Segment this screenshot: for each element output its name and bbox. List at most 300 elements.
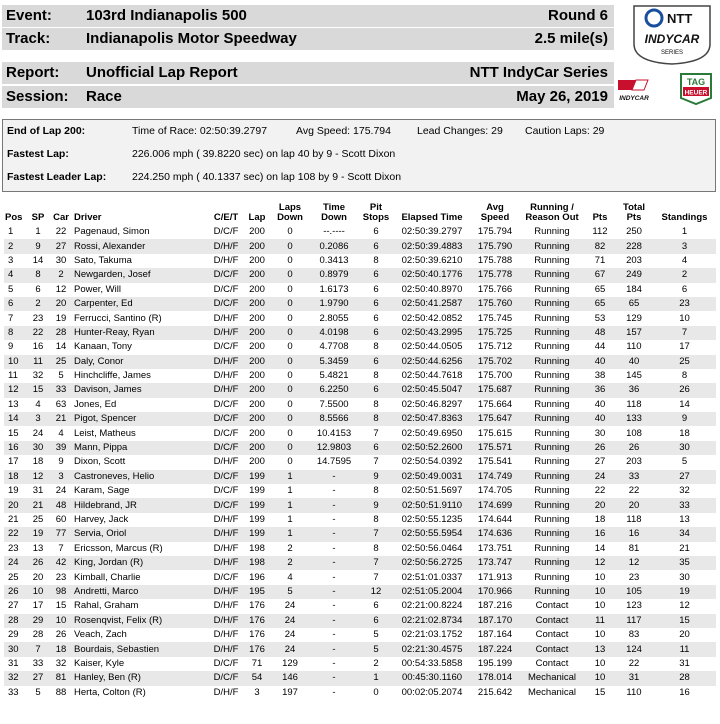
table-cell: 187.216 (477, 600, 513, 612)
col-cet: C/E/T (213, 212, 239, 223)
table-cell: 8 (4, 326, 27, 340)
table-cell: 22 (27, 326, 49, 340)
table-cell: 12 (359, 585, 393, 599)
table-cell: 02:50:51.5697 (401, 485, 463, 497)
table-cell: D/H/F (209, 556, 243, 570)
table-cell: 2 (4, 239, 27, 253)
table-cell: 18 (32, 456, 44, 468)
table-cell: Karam, Sage (74, 485, 130, 497)
table-cell: Carpenter, Ed (73, 297, 209, 311)
table-cell: Contact (535, 629, 569, 641)
table-cell: 5.3459 (309, 355, 359, 369)
table-cell: Kanaan, Tony (74, 341, 132, 353)
table-row (4, 383, 716, 397)
table-cell: 24 (284, 629, 296, 641)
table-cell: 175.571 (471, 441, 519, 455)
table-cell: 200 (243, 268, 271, 282)
table-cell: 175.794 (477, 226, 513, 238)
table-cell: 249 (615, 268, 653, 282)
table-cell: - (332, 686, 336, 698)
table-cell: 4 (35, 398, 41, 410)
table-cell: 28 (32, 629, 44, 641)
table-cell: 23 (8, 542, 19, 554)
col-pts: Pts (592, 212, 608, 223)
table-cell: Hildebrand, JR (73, 498, 209, 512)
table-cell: 5 (681, 456, 688, 468)
table-cell: 175.790 (471, 239, 519, 253)
table-cell: Andretti, Marco (73, 585, 209, 599)
table-cell: 6 (373, 226, 379, 238)
table-cell: 24 (55, 485, 67, 497)
table-cell: 02:21:30.4575 (393, 642, 471, 656)
table-cell: 28 (653, 671, 716, 685)
table-cell: 10 (594, 657, 606, 669)
table-cell: 175.778 (471, 268, 519, 282)
table-cell: 199 (243, 470, 271, 484)
table-cell: Bourdais, Sebastien (73, 642, 209, 656)
table-cell: 4 (58, 427, 64, 439)
table-cell: 228 (615, 239, 653, 253)
table-cell: D/H/F (209, 326, 243, 340)
table-cell: 02:50:56.0464 (401, 542, 463, 554)
fastest-lap-label: Fastest Lap: (7, 148, 69, 160)
table-cell: 02:51:05.2004 (393, 585, 471, 599)
table-cell: 54 (243, 671, 271, 685)
table-cell: Contact (519, 614, 585, 628)
table-cell: 5 (359, 642, 393, 656)
table-cell: 26 (585, 441, 615, 455)
table-row (4, 297, 716, 311)
table-cell: 110 (626, 686, 642, 698)
table-cell: 15 (55, 600, 67, 612)
table-cell: 0 (271, 383, 309, 397)
table-cell: 175.647 (471, 412, 519, 426)
table-row (4, 686, 716, 700)
table-cell: 42 (49, 556, 73, 570)
table-cell: D/C/F (209, 671, 243, 685)
table-cell: 24 (4, 556, 27, 570)
lead-changes: Lead Changes: 29 (417, 125, 503, 137)
table-cell: 176 (243, 642, 271, 656)
table-cell: 4 (4, 268, 27, 282)
table-cell: 8 (27, 268, 49, 282)
table-cell: 187.224 (471, 642, 519, 656)
table-row (4, 628, 716, 642)
table-cell: 0 (271, 297, 309, 311)
table-cell: - (332, 514, 336, 525)
table-cell: 0 (287, 398, 293, 410)
event-value: 103rd Indianapolis 500 (86, 7, 247, 24)
table-cell: 98 (49, 585, 73, 599)
table-cell: 26 (653, 383, 716, 397)
svg-text:TAG: TAG (686, 77, 706, 87)
table-cell: 175.788 (477, 254, 513, 266)
table-cell: 175.615 (477, 427, 513, 439)
table-cell: D/C/F (213, 341, 239, 353)
table-cell: 173.751 (477, 542, 513, 554)
table-cell: 174.749 (471, 470, 519, 484)
session-label: Session: (6, 88, 69, 105)
table-cell: 200 (249, 312, 265, 324)
table-cell: Newgarden, Josef (73, 268, 209, 282)
table-cell: 40 (615, 355, 653, 369)
table-cell: Running (534, 456, 570, 468)
table-cell: 48 (585, 326, 615, 340)
table-cell: - (332, 571, 336, 583)
table-cell: 30 (679, 571, 690, 583)
table-cell: 10 (585, 585, 615, 599)
table-cell: 0 (287, 254, 293, 266)
table-cell: 24 (32, 427, 44, 439)
table-cell: 200 (243, 412, 271, 426)
table-cell: 12 (585, 556, 615, 570)
table-cell: Running (534, 398, 570, 410)
table-cell: 7 (373, 427, 379, 439)
table-cell: 65 (615, 297, 653, 311)
table-cell: 29 (27, 614, 49, 628)
table-cell: 17 (679, 341, 690, 353)
table-cell: 18 (4, 470, 27, 484)
table-cell: 25 (32, 514, 44, 525)
table-cell: - (309, 585, 359, 599)
table-cell: 30 (4, 642, 27, 656)
round: Round 6 (548, 7, 608, 24)
svg-text:INDYCAR: INDYCAR (619, 95, 649, 102)
table-cell: 0 (271, 412, 309, 426)
table-cell: 20 (4, 498, 27, 512)
table-cell: 105 (615, 585, 653, 599)
table-cell: 02:50:55.5954 (393, 527, 471, 541)
table-cell: - (332, 542, 336, 554)
table-cell: 12 (27, 470, 49, 484)
table-cell: 5 (271, 585, 309, 599)
table-cell: Running (534, 341, 570, 353)
table-cell: D/H/F (209, 585, 243, 599)
table-cell: 133 (615, 412, 653, 426)
table-cell: Daly, Conor (73, 355, 209, 369)
fastest-lap-row (3, 146, 715, 162)
table-cell: 22 (628, 485, 640, 497)
table-cell: 02:50:47.8363 (393, 412, 471, 426)
end-of-lap-row (3, 123, 715, 139)
table-cell: 20 (585, 498, 615, 512)
col-laps-down: Laps Down (277, 202, 303, 223)
table-cell: Leist, Matheus (74, 427, 136, 439)
table-row (4, 657, 716, 671)
table-cell: 9 (27, 239, 49, 253)
table-cell: 175.745 (477, 312, 513, 324)
table-cell: 175.712 (477, 341, 513, 353)
table-cell: 02:50:44.0505 (401, 341, 463, 353)
svg-text:HEUER: HEUER (684, 89, 708, 97)
table-cell: 24 (271, 642, 309, 656)
report-label: Report: (6, 64, 60, 81)
table-cell: 7 (8, 312, 14, 324)
table-cell: 196 (249, 571, 265, 583)
table-cell: 5 (373, 629, 379, 641)
table-cell: 215.642 (477, 686, 513, 698)
table-cell: Running (534, 485, 570, 497)
table-cell: 22 (55, 226, 67, 238)
table-cell: 13 (32, 542, 44, 554)
table-cell: D/H/F (213, 370, 239, 382)
table-cell: 124 (615, 642, 653, 656)
table-cell: Pigot, Spencer (73, 412, 209, 426)
table-cell: D/C/F (209, 441, 243, 455)
table-cell: 00:54:33.5858 (401, 657, 463, 669)
table-cell: 175.700 (477, 370, 513, 382)
table-cell: 10 (594, 629, 606, 641)
table-cell: 8 (373, 254, 379, 266)
table-cell: Running (519, 585, 585, 599)
table-cell: 174.636 (471, 527, 519, 541)
table-cell: Running (534, 370, 570, 382)
table-cell: 200 (243, 441, 271, 455)
table-cell: Running (519, 470, 585, 484)
table-cell: - (309, 642, 359, 656)
table-cell: 118 (626, 514, 642, 525)
report-header (0, 0, 720, 110)
table-cell: Power, Will (74, 283, 121, 295)
end-of-lap-label: End of Lap 200: (7, 125, 86, 137)
table-row (4, 671, 716, 685)
table-cell: 10.4153 (316, 427, 352, 439)
table-cell: 8 (359, 412, 393, 426)
table-cell: Running (534, 283, 570, 295)
table-cell: 14 (55, 341, 67, 353)
table-cell: 02:50:51.9110 (393, 498, 471, 512)
results-body (4, 225, 716, 700)
table-cell: 20 (32, 571, 44, 583)
track-value: Indianapolis Motor Speedway (86, 30, 297, 47)
table-cell: D/H/F (209, 383, 243, 397)
table-cell: 13 (585, 642, 615, 656)
table-cell: 16 (4, 441, 27, 455)
indycar-flag-logo (614, 76, 654, 104)
table-cell: 02:50:40.8970 (401, 283, 463, 295)
table-cell: 8 (373, 485, 379, 497)
table-row (4, 254, 716, 268)
table-row (4, 498, 716, 512)
track-label: Track: (6, 30, 51, 47)
table-cell: 13 (8, 398, 19, 410)
table-cell: 31 (8, 657, 19, 669)
table-cell: 71 (251, 657, 263, 669)
table-cell: 02:50:43.2995 (393, 326, 471, 340)
table-cell: Running (534, 571, 570, 583)
table-cell: 20 (49, 297, 73, 311)
table-cell: 3 (653, 239, 716, 253)
table-cell: D/C/F (213, 398, 239, 410)
table-cell: D/C/F (209, 470, 243, 484)
table-cell: Running (519, 556, 585, 570)
table-cell: 25 (49, 355, 73, 369)
table-cell: 0 (287, 341, 293, 353)
table-cell: 31 (615, 671, 653, 685)
table-cell: Running (519, 441, 585, 455)
table-cell: 0.3413 (319, 254, 349, 266)
table-cell: 6 (359, 326, 393, 340)
table-row (4, 599, 716, 613)
table-cell: 22 (4, 527, 27, 541)
table-cell: 60 (55, 514, 67, 525)
table-cell: 23 (628, 571, 640, 583)
table-cell: 0 (271, 268, 309, 282)
table-row (4, 614, 716, 628)
table-cell: 27 (8, 600, 19, 612)
table-cell: 83 (628, 629, 640, 641)
table-cell: 108 (626, 427, 642, 439)
table-cell: D/H/F (213, 456, 239, 468)
table-cell: 19 (8, 485, 19, 497)
results-header-row (4, 200, 716, 225)
table-cell: D/H/F (209, 614, 243, 628)
col-driver: Driver (74, 212, 102, 223)
table-cell: 20 (679, 629, 690, 641)
table-cell: 71 (594, 254, 606, 266)
table-cell: 5.4821 (319, 370, 349, 382)
table-cell: 3 (49, 470, 73, 484)
table-row (4, 326, 716, 340)
table-cell: 22 (628, 657, 640, 669)
table-cell: 8 (373, 341, 379, 353)
table-cell: D/C/F (213, 226, 239, 238)
table-cell: 171.913 (477, 571, 513, 583)
table-cell: 33 (49, 383, 73, 397)
table-row (4, 455, 716, 469)
table-cell: 174.705 (477, 485, 513, 497)
table-cell: 25 (8, 571, 19, 583)
table-cell: 02:50:41.2587 (393, 297, 471, 311)
table-cell: 1.6173 (319, 283, 349, 295)
table-cell: 5 (8, 283, 14, 295)
table-cell: 24 (585, 470, 615, 484)
table-cell: 0.2086 (309, 239, 359, 253)
table-cell: 200 (249, 254, 265, 266)
table-cell: D/H/F (213, 514, 239, 525)
table-cell: 02:21:02.8734 (393, 614, 471, 628)
table-cell: Running (534, 542, 570, 554)
table-cell: 11 (27, 355, 49, 369)
table-cell: D/H/F (209, 527, 243, 541)
table-cell: 63 (55, 398, 67, 410)
table-cell: 33 (32, 657, 44, 669)
table-cell: 02:50:46.8297 (401, 398, 463, 410)
table-cell: 28 (4, 614, 27, 628)
table-cell: 118 (626, 398, 642, 410)
table-cell: Mechanical (527, 686, 577, 698)
table-cell: 200 (249, 456, 265, 468)
table-cell: 24 (271, 614, 309, 628)
table-cell: 00:45:30.1160 (393, 671, 471, 685)
table-cell: 10 (49, 614, 73, 628)
table-cell: 129 (626, 312, 642, 324)
table-cell: 6 (359, 614, 393, 628)
table-cell: 176 (249, 629, 265, 641)
table-cell: 6 (359, 355, 393, 369)
table-cell: 19 (653, 585, 716, 599)
table-cell: 6 (359, 268, 393, 282)
table-cell: 0 (287, 283, 293, 295)
table-cell: 20 (615, 498, 653, 512)
table-cell: 27 (49, 239, 73, 253)
table-cell: Running (519, 383, 585, 397)
table-cell: Ferrucci, Santino (R) (74, 312, 162, 324)
table-cell: 16 (615, 527, 653, 541)
table-cell: 40 (585, 355, 615, 369)
table-cell: Running (519, 412, 585, 426)
table-cell: 88 (55, 686, 67, 698)
table-row (4, 642, 716, 656)
table-cell: 0.8979 (309, 268, 359, 282)
table-cell: 145 (626, 370, 642, 382)
table-cell: 02:50:56.2725 (393, 556, 471, 570)
table-cell: 2.8055 (319, 312, 349, 324)
table-cell: 2 (653, 268, 716, 282)
table-cell: 3 (27, 412, 49, 426)
table-cell: 02:50:54.0392 (401, 456, 463, 468)
table-cell: 53 (594, 312, 606, 324)
results-table (4, 200, 716, 700)
table-cell: - (309, 671, 359, 685)
table-cell: 7 (359, 556, 393, 570)
table-cell: 198 (249, 542, 265, 554)
table-cell: 8.5566 (309, 412, 359, 426)
table-cell: - (309, 470, 359, 484)
table-cell: 4 (681, 254, 688, 266)
table-cell: 200 (243, 383, 271, 397)
table-cell: 200 (249, 283, 265, 295)
table-cell: 15 (8, 427, 19, 439)
table-cell: 02:50:42.0852 (401, 312, 463, 324)
table-cell: D/C/F (213, 657, 239, 669)
table-cell: Sato, Takuma (74, 254, 132, 266)
table-cell: 14 (4, 412, 27, 426)
table-cell: - (309, 556, 359, 570)
table-cell: 32 (32, 370, 44, 382)
table-cell: 146 (271, 671, 309, 685)
table-cell: Running (534, 226, 570, 238)
table-cell: D/C/F (213, 571, 239, 583)
table-cell: Running (519, 326, 585, 340)
table-cell: 4 (287, 571, 293, 583)
table-cell: 198 (243, 556, 271, 570)
table-cell: 187.170 (471, 614, 519, 628)
table-cell: D/C/F (213, 427, 239, 439)
table-cell: 3 (254, 686, 260, 698)
table-cell: D/H/F (209, 642, 243, 656)
table-cell: 175.766 (477, 283, 513, 295)
avg-speed: Avg Speed: 175.794 (296, 125, 391, 137)
table-cell: Running (534, 427, 570, 439)
table-cell: Hanley, Ben (R) (73, 671, 209, 685)
table-cell: 195 (243, 585, 271, 599)
table-cell: 200 (243, 355, 271, 369)
table-cell: 197 (282, 686, 298, 698)
table-cell: 174.644 (477, 514, 513, 525)
table-cell: Mechanical (519, 671, 585, 685)
table-cell: 29 (8, 629, 19, 641)
table-cell: 77 (49, 527, 73, 541)
table-cell: 175.541 (477, 456, 513, 468)
table-cell: 27 (27, 671, 49, 685)
col-elapsed-time: Elapsed Time (401, 212, 463, 223)
table-cell: 199 (249, 514, 265, 525)
table-cell: Running (519, 355, 585, 369)
table-cell: 195.199 (477, 657, 513, 669)
table-cell: 14 (679, 398, 690, 410)
table-cell: D/H/F (209, 239, 243, 253)
